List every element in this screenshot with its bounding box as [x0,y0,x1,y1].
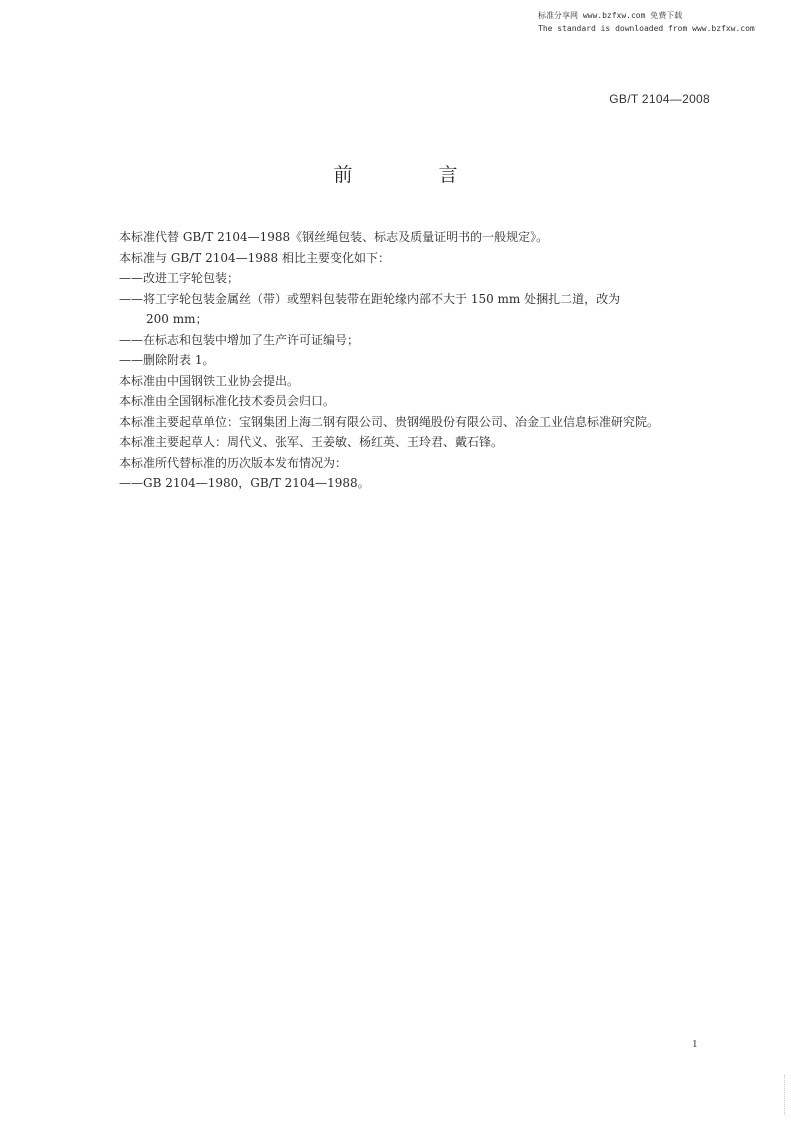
watermark [538,9,755,35]
paragraph-managed-by: 本标准由全国钢标准化技术委员会归口。 [119,394,336,408]
change-item-2-line-2: 200 mm； [146,312,208,326]
paragraph-history-intro: 本标准所代替标准的历次版本发布情况为： [119,455,348,470]
paragraph-replaces: 本标准代替 GB/T 2104—1988《钢丝绳包装、标志及质量证明书的一般规定》。 [119,230,549,244]
paragraph-drafters: 本标准主要起草人：周代义、张军、王姜敏、杨红英、王玲君、戴石锋。 [119,435,504,449]
history-item: ——GB 2104—1980，GB/T 2104—1988。 [119,476,370,490]
watermark-line-1: 标准分享网 www.bzfxw.com 免费下载 [538,11,683,20]
foreword-body [79,227,711,494]
change-item-2 [79,289,711,330]
standard-code: GB/T 2104—2008 [609,92,710,106]
page-title: 前 言 [333,164,498,186]
page-number: 1 [692,1038,698,1050]
paragraph-proposed-by: 本标准由中国钢铁工业协会提出。 [119,373,300,388]
change-item-4: ——删除附表 1。 [119,353,215,367]
change-item-2-line-1: ——将工字轮包装金属丝（带）或塑料包装带在距轮缘内部不大于 150 mm 处捆扎二道，改为 [119,291,621,306]
edge-divider [784,1075,786,1115]
paragraph-drafting-units: 本标准主要起草单位：宝钢集团上海二钢有限公司、贵钢绳股份有限公司、冶金工业信息标准研究院。 [119,414,660,429]
watermark-line-2: The standard is downloaded from www.bzfxw.com [538,24,755,33]
change-item-3: ——在标志和包装中增加了生产许可证编号； [119,332,360,347]
paragraph-changes-intro: 本标准与 GB/T 2104—1988 相比主要变化如下： [119,250,390,265]
change-item-1: ——改进工字轮包装； [119,271,240,285]
